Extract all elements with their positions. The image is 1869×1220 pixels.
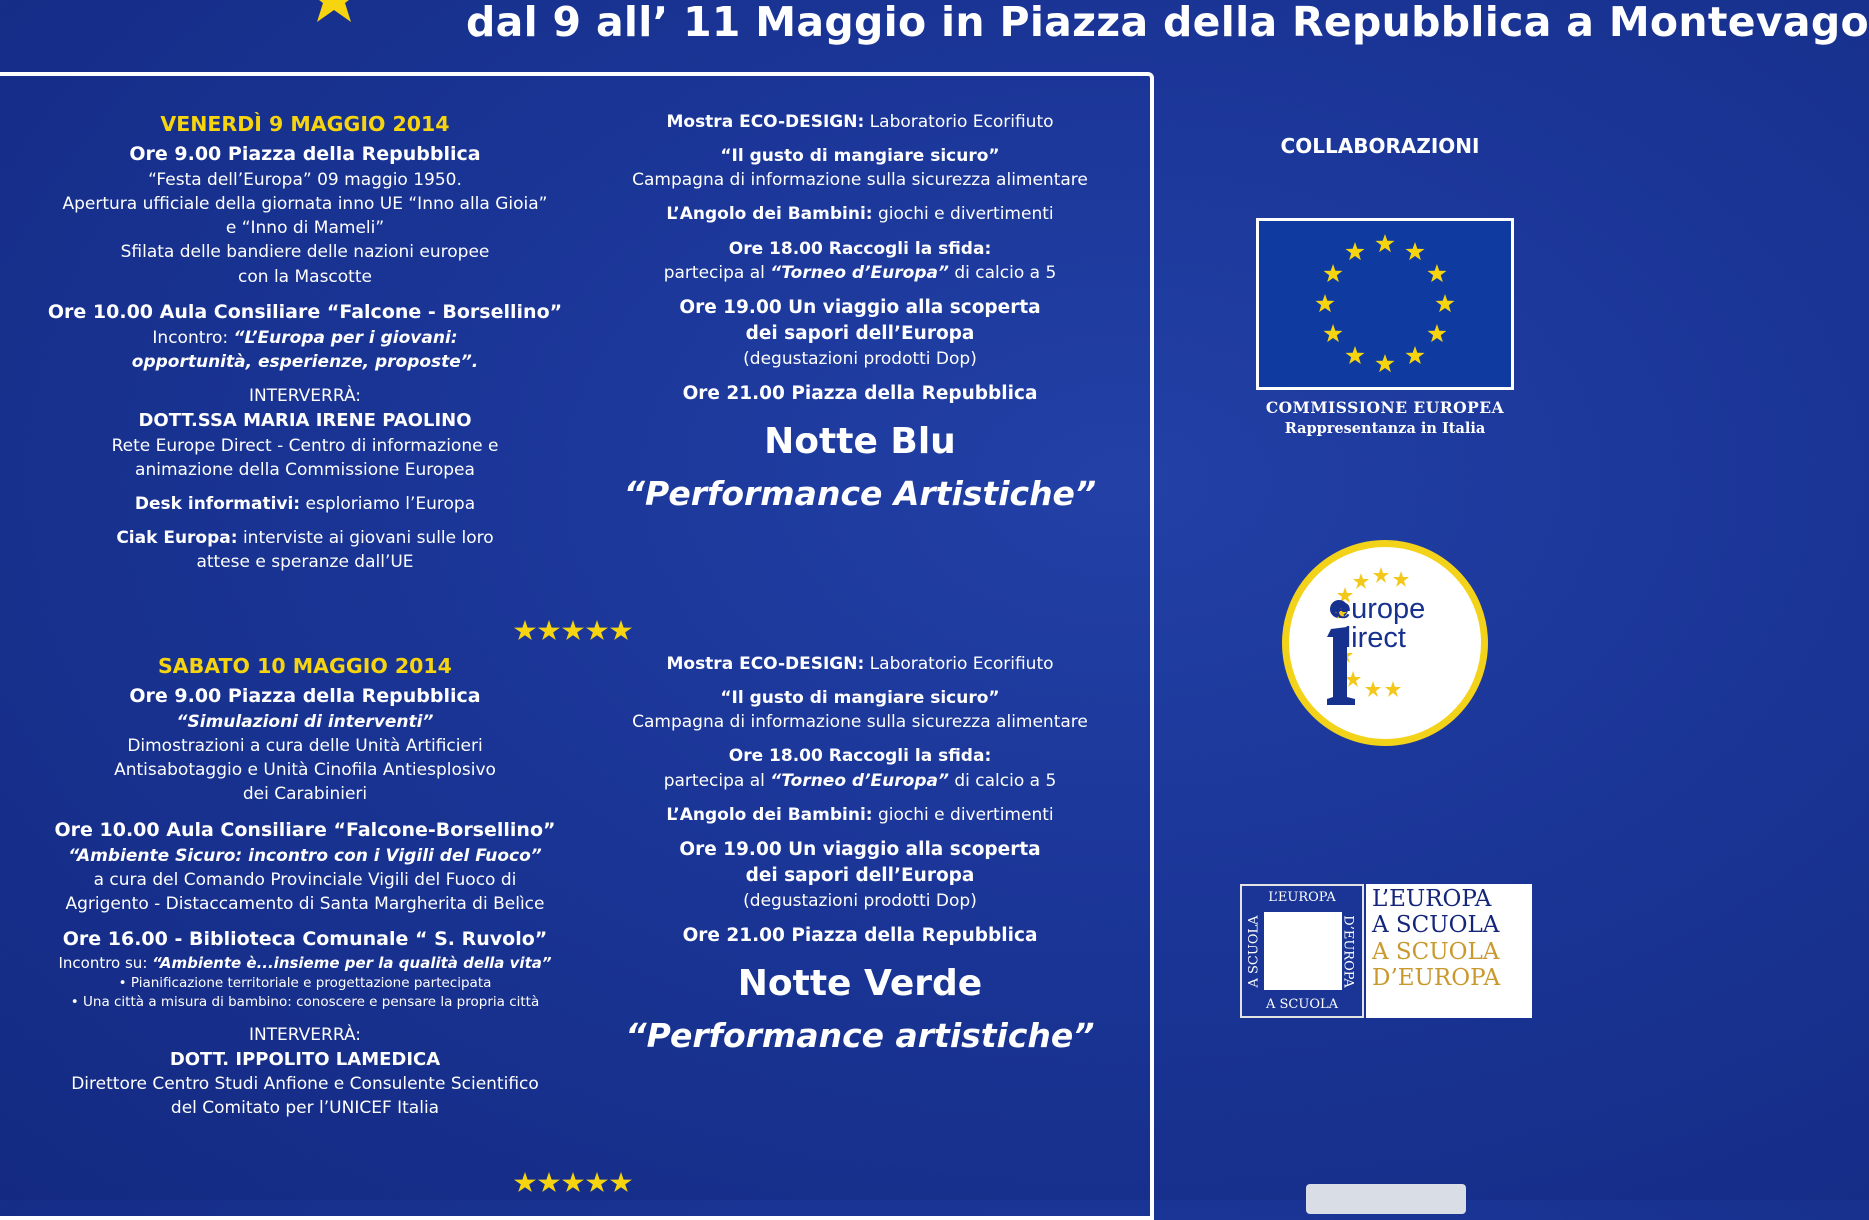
text-fragment: giochi e divertimenti [872,804,1054,825]
frame-text: D’EUROPA [1340,915,1356,988]
day2-block-gusto [610,686,1110,734]
day2-left-column [40,652,570,1130]
text-fragment: di calcio a 5 [948,262,1057,283]
block-heading: INTERVERRÀ: [248,385,362,406]
text-line: Agrigento - Distaccamento di Santa Margherita di Belìce [65,893,545,914]
day2-block-sapori [610,837,1110,914]
text-fragment: giochi e divertimenti [872,204,1054,225]
europe-direct-logo [1282,540,1488,746]
day2-block-simulazioni [40,683,570,806]
text-line: dei sapori dell’Europa [745,865,975,887]
text-line: • Una città a misura di bambino: conoscere e pensare la propria città [70,994,540,1011]
text-fragment: “Torneo d’Europa” [770,770,949,791]
text-line [610,769,1110,793]
text-line [610,261,1110,285]
text-fragment: partecipa al [663,770,771,791]
text-line: animazione della Commissione Europea [135,459,475,480]
text-line: dei Carabinieri [242,784,368,805]
text-line: del Comitato per l’UNICEF Italia [170,1098,440,1119]
day2-title: SABATO 10 MAGGIO 2014 [158,654,452,678]
day2-block-ecodesign [610,652,1110,676]
day1-block-ciak [40,526,570,574]
five-stars-divider [514,1172,634,1196]
block-heading: Ore 18.00 Raccogli la sfida: [728,746,992,767]
text-line: “Festa dell’Europa” 09 maggio 1950. [148,170,462,191]
star-icon [514,620,632,640]
day1-block-opening [40,141,570,289]
logo-text-line: europe [1335,593,1426,625]
text-line [40,326,570,350]
star-icon [1345,346,1364,364]
text-line: Campagna di informazione sulla sicurezza alimentare [632,712,1088,733]
text-line: Apertura ufficiale della giornata inno UE “Inno alla Gioia” [62,194,548,215]
text-line: “Ambiente Sicuro: incontro con i Vigili del Fuoco” [68,845,542,866]
day1-block-notte [610,381,1110,517]
day2-block-notte [610,923,1110,1059]
text-fragment: Incontro: [152,327,234,348]
block-heading: “Il gusto di mangiare sicuro” [720,146,1000,167]
day1-left-column [40,110,570,584]
wordmark-line: L’EUROPA [1372,886,1492,912]
text-line [40,953,570,974]
text-fragment: Mostra ECO-DESIGN: [666,654,865,674]
text-fragment: partecipa al [663,262,771,283]
text-line: • Pianificazione territoriale e progettazione partecipata [118,975,492,992]
text-line: opportunità, esperienze, proposte”. [131,351,479,372]
text-line: Rete Europe Direct - Centro di informazione e [111,435,499,456]
block-heading: Ore 19.00 Un viaggio alla scoperta [679,838,1041,860]
star-icon [1427,264,1446,282]
text-line: Campagna di informazione sulla sicurezza alimentare [632,170,1088,191]
day1-block-speaker [40,384,570,482]
day1-title: VENERDÌ 9 MAGGIO 2014 [160,112,450,136]
day1-block-bambini [610,202,1110,226]
star-icon [306,0,362,22]
eas-left-frame [1240,884,1364,1018]
text-line: attese e speranze dall’UE [196,552,414,573]
day1-block-ecodesign [610,110,1110,134]
frame-text: A SCUOLA [1265,997,1338,1012]
wordmark-line: D’EUROPA [1372,965,1501,992]
text-line: Dimostrazioni a cura delle Unità Artificieri [127,736,483,757]
text-fragment: Ciak Europa: [116,527,238,548]
five-stars-divider [514,620,634,644]
frame-text: L’EUROPA [1268,890,1336,905]
speaker-name: DOTT. IPPOLITO LAMEDICA [169,1048,441,1070]
block-heading: Ore 16.00 - Biblioteca Comunale “ S. Ruvolo” [62,927,548,950]
text-line: Antisabotaggio e Unità Cinofila Antiesplosivo [114,760,496,781]
frame-text: A SCUOLA [1246,915,1262,988]
header-date-line: dal 9 all’ 11 Maggio in Piazza della Repubblica a Montevago [466,0,1869,46]
day1-block-desk [40,492,570,516]
caption-line: COMMISSIONE EUROPEA [1265,398,1505,417]
star-icon [1435,294,1454,312]
star-icon [1324,264,1343,282]
block-heading: Ore 21.00 Piazza della Repubblica [682,925,1038,947]
text-fragment: Mostra ECO-DESIGN: [666,112,865,132]
text-fragment: “Torneo d’Europa” [770,262,949,283]
text-line: con la Mascotte [238,266,372,287]
eu-stars [1259,221,1511,387]
block-heading: Ore 9.00 Piazza della Repubblica [129,143,481,166]
day1-block-gusto [610,144,1110,192]
europa-a-scuola-logo [1240,884,1532,1018]
text-line: (degustazioni prodotti Dop) [743,349,977,370]
block-heading: Ore 18.00 Raccogli la sfida: [728,238,992,259]
text-fragment: Laboratorio Ecorifiuto [864,654,1054,674]
caption-line: Rappresentanza in Italia [1284,419,1486,437]
text-fragment: L’Angolo dei Bambini: [666,204,873,225]
wordmark-line: A SCUOLA [1372,938,1500,965]
text-line: “Simulazioni di interventi” [176,712,434,733]
text-fragment: di calcio a 5 [948,770,1057,791]
star-icon [1324,324,1343,342]
wordmark-line: A SCUOLA [1372,912,1500,939]
star-icon [1345,242,1364,260]
text-fragment: “Ambiente è...insieme per la qualità della vita” [152,953,552,972]
eu-commission-caption [1230,398,1540,438]
day2-block-vigili [40,817,570,916]
text-fragment: Incontro su: [58,953,153,972]
text-fragment: Laboratorio Ecorifiuto [864,112,1054,132]
notte-title: Notte Verde [737,962,983,1004]
eu-flag-icon [1256,218,1514,390]
text-line: (degustazioni prodotti Dop) [743,891,977,912]
block-heading: “Il gusto di mangiare sicuro” [720,688,1000,709]
performance-title: “Performance Artistiche” [623,473,1097,513]
star-icon [1315,294,1334,312]
text-fragment: Desk informativi: [134,493,301,514]
europe-direct-text [1335,595,1475,653]
star-icon [1375,234,1394,252]
text-fragment: “L’Europa per i giovani: [233,327,458,348]
text-line: e “Inno di Mameli” [225,218,385,239]
text-line: a cura del Comando Provinciale Vigili del Fuoco di [93,869,517,890]
day2-right-column [610,652,1110,1060]
text-line: Sfilata delle bandiere delle nazioni europee [120,242,490,263]
day1-block-incontro [40,299,570,374]
block-heading: Ore 21.00 Piazza della Repubblica [682,383,1038,405]
speaker-name: DOTT.SSA MARIA IRENE PAOLINO [138,410,472,432]
partial-logo [1306,1184,1466,1214]
eas-wordmark [1366,884,1532,1018]
notte-title: Notte Blu [764,420,956,462]
text-line: Direttore Centro Studi Anfione e Consulente Scientifico [71,1074,539,1095]
eas-frame-text [1246,890,1358,1012]
day2-block-speaker [40,1023,570,1121]
star-icon [514,1172,632,1192]
logo-text-line: direct [1335,622,1406,654]
day2-block-torneo [610,744,1110,792]
day2-block-bambini [610,803,1110,827]
performance-title: “Performance artistiche” [625,1015,1095,1055]
day2-block-biblioteca [40,926,570,1013]
text-line: dei sapori dell’Europa [745,323,975,345]
star-icon [1405,346,1424,364]
block-heading: Ore 19.00 Un viaggio alla scoperta [679,296,1041,318]
star-icon [1375,354,1394,372]
block-heading: Ore 9.00 Piazza della Repubblica [129,685,481,708]
text-fragment: L’Angolo dei Bambini: [666,804,873,825]
day1-block-sapori [610,295,1110,372]
block-heading: Ore 10.00 Aula Consiliare “Falcone - Borsellino” [47,300,563,323]
star-icon [1427,324,1446,342]
text-fragment: esploriamo l’Europa [300,493,476,514]
day1-block-torneo [610,237,1110,285]
block-heading: Ore 10.00 Aula Consiliare “Falcone-Borsellino” [54,818,556,841]
text-line [40,526,570,550]
text-fragment: interviste ai giovani sulle loro [237,527,494,548]
star-icon [1405,242,1424,260]
collaborations-title: COLLABORAZIONI [1280,134,1480,158]
block-heading: INTERVERRÀ: [248,1024,362,1045]
day1-right-column [610,110,1110,518]
